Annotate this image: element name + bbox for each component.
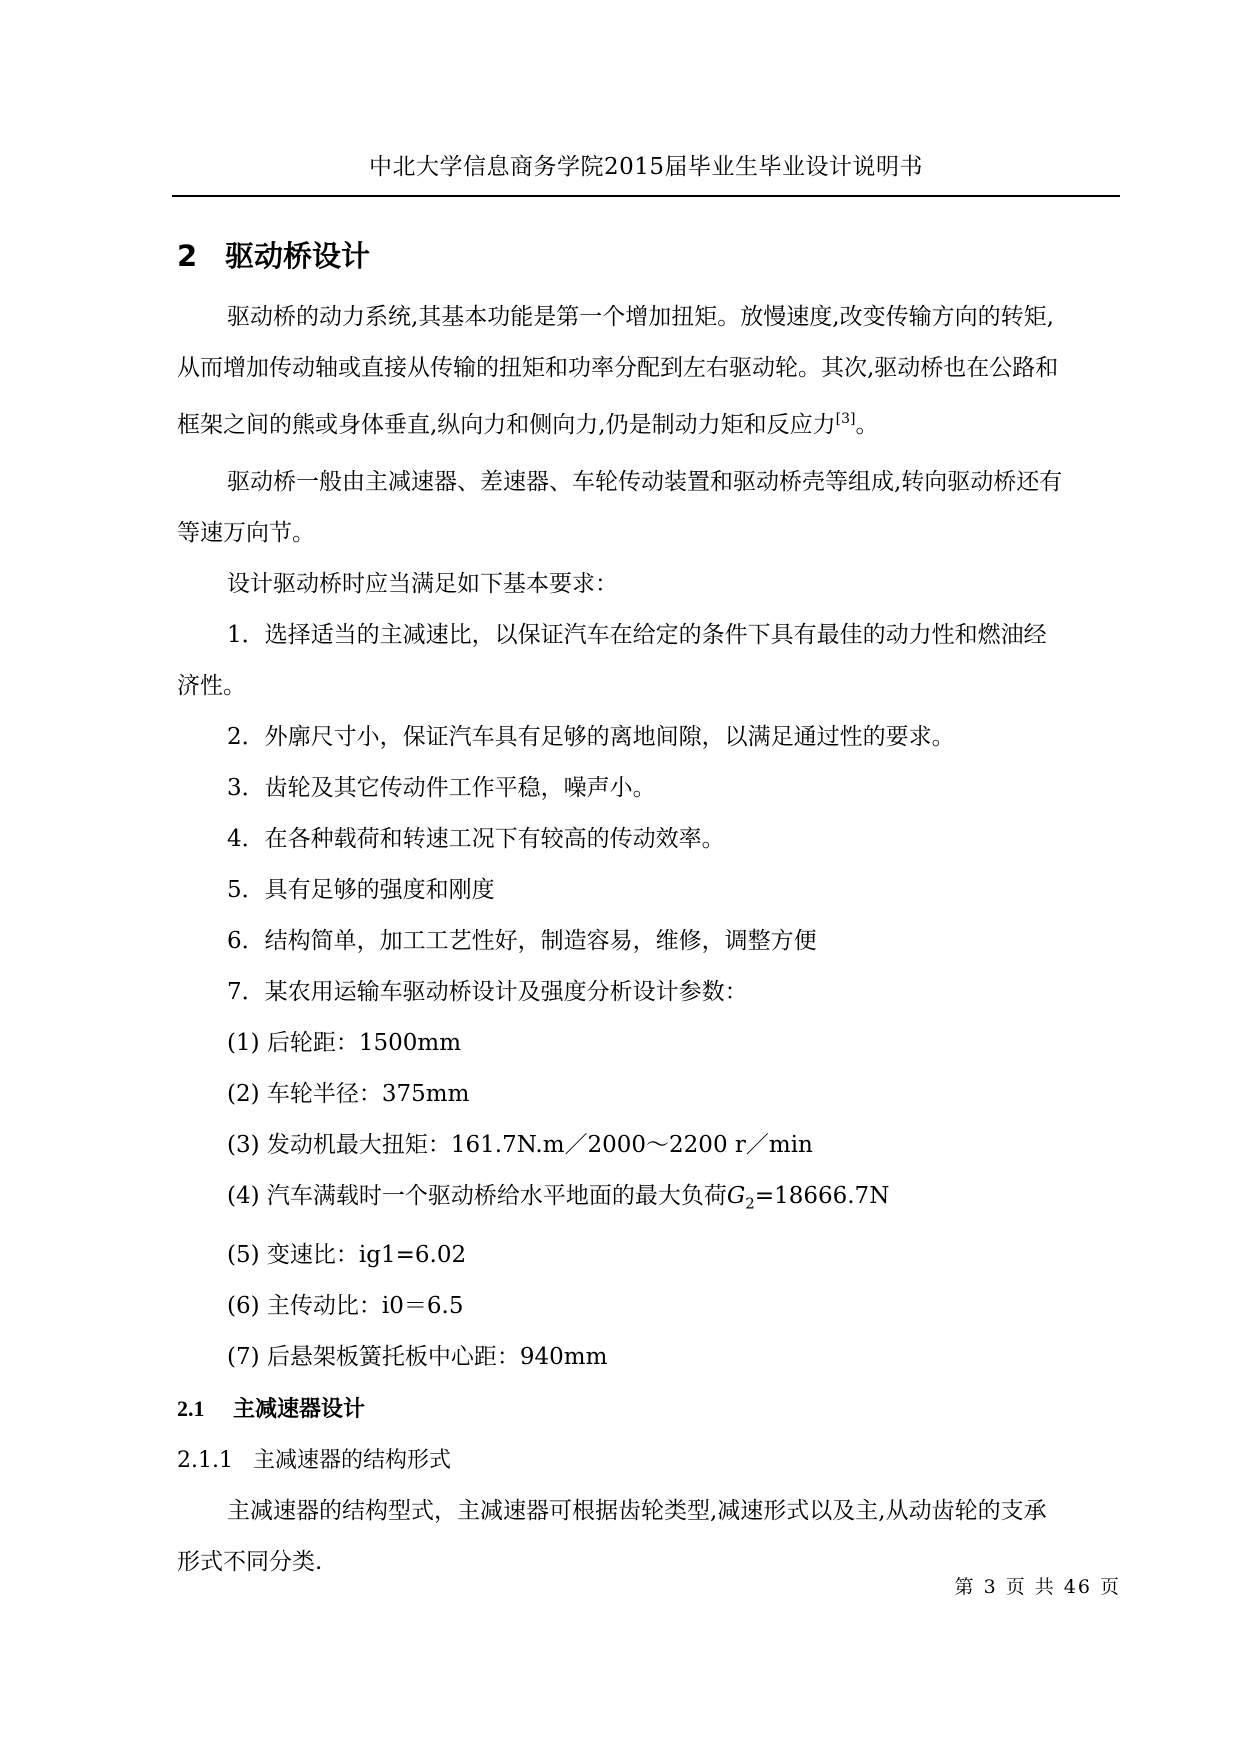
- chapter-title: 驱动桥设计: [225, 239, 371, 273]
- header-rule: [172, 195, 1120, 197]
- para3: 设计驱动桥时应当满足如下基本要求：: [227, 571, 618, 597]
- citation-ref: [3]: [835, 411, 856, 427]
- para1-line1: 驱动桥的动力系统,其基本功能是第一个增加扭矩。放慢速度,改变传输方向的转矩,: [227, 304, 1054, 330]
- para1-line2: 从而增加传动轴或直接从传输的扭矩和功率分配到左右驱动轮。其次,驱动桥也在公路和: [177, 355, 1059, 381]
- running-header: 中北大学信息商务学院2015届毕业生毕业设计说明书: [368, 154, 924, 180]
- section-2-1-number: 2.1: [177, 1395, 205, 1421]
- requirement-1-cont: 济性。: [177, 673, 246, 699]
- param-6: (6) 主传动比：i0＝6.5: [227, 1292, 464, 1319]
- requirement-6: 6．结构简单，加工工艺性好，制造容易，维修，调整方便: [227, 928, 817, 954]
- requirement-3: 3．齿轮及其它传动件工作平稳，噪声小。: [227, 775, 656, 801]
- section-2-1-title: 主减速器设计: [233, 1396, 366, 1422]
- para1-end: 。: [855, 412, 879, 438]
- param-3: (3) 发动机最大扭矩：161.7N.m／2000～2200 r／min: [227, 1132, 813, 1158]
- requirement-7: 7．某农用运输车驱动桥设计及强度分析设计参数：: [227, 979, 748, 1005]
- requirement-2: 2．外廓尺寸小，保证汽车具有足够的离地间隙，以满足通过性的要求。: [227, 724, 955, 750]
- requirement-5: 5．具有足够的强度和刚度: [227, 877, 495, 903]
- chapter-heading: [177, 228, 1117, 284]
- requirement-1: 1．选择适当的主减速比，以保证汽车在给定的条件下具有最佳的动力性和燃油经: [227, 622, 1047, 648]
- para4-line1: 主减速器的结构型式，主减速器可根据齿轮类型,减速形式以及主,从动齿轮的支承: [227, 1497, 1047, 1524]
- requirement-4: 4．在各种载荷和转速工况下有较高的传动效率。: [227, 826, 725, 852]
- section-2-1-1-title: 主减速器的结构形式: [253, 1447, 452, 1473]
- load-subscript: 2: [745, 1194, 755, 1213]
- chapter-number: 2: [177, 239, 198, 273]
- param-2: (2) 车轮半径：375mm: [227, 1081, 470, 1107]
- param-1: (1) 后轮距：1500mm: [227, 1030, 462, 1056]
- load-symbol: G: [726, 1183, 746, 1209]
- para2-line2: 等速万向节。: [177, 520, 315, 546]
- para4-line2: 形式不同分类.: [177, 1548, 323, 1575]
- page-number: 第 3 页 共 46 页: [954, 1576, 1121, 1598]
- para1-line3: [177, 394, 1117, 451]
- param-4: [177, 1171, 1117, 1230]
- param-4-text: (4) 汽车满载时一个驱动桥给水平地面的最大负荷: [227, 1183, 727, 1209]
- page-body: [177, 228, 1117, 1588]
- para2-line1: 驱动桥一般由主减速器、差速器、车轮传动装置和驱动桥壳等组成,转向驱动桥还有: [227, 469, 1063, 495]
- para1-line3-text: 框架之间的熊或身体垂直,纵向力和侧向力,仍是制动力矩和反应力: [177, 412, 836, 438]
- section-2-1-heading: [177, 1383, 1117, 1435]
- section-2-1-1-heading: [177, 1435, 1117, 1486]
- section-2-1-1-number: 2.1.1: [177, 1447, 233, 1473]
- param-4-value: =18666.7N: [754, 1183, 890, 1209]
- param-5: (5) 变速比：ig1=6.02: [227, 1241, 467, 1268]
- param-7: (7) 后悬架板簧托板中心距：940mm: [227, 1343, 608, 1370]
